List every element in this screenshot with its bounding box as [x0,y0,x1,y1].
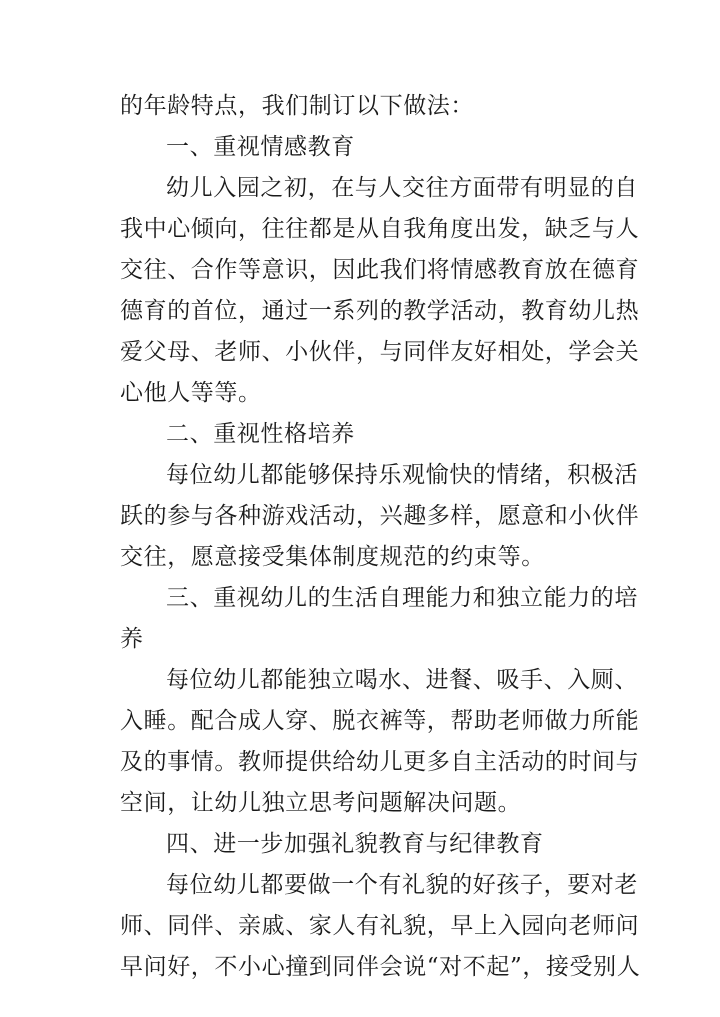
text-line: 幼儿入园之初，在与人交往方面带有明显的自 [166,175,638,201]
text-line: 早问好，不小心撞到同伴会说“对不起”，接受别人 [120,954,641,980]
text-line: 养 [120,626,144,652]
text-line: 入睡。配合成人穿、脱衣裤等，帮助老师做力所能 [120,708,640,734]
section-heading-2: 二、重视性格培养 [166,421,355,447]
text-line: 每位幼儿都能够保持乐观愉快的情绪，积极活 [166,462,638,488]
text-line: 交往，愿意接受集体制度规范的约束等。 [120,544,545,570]
text-line: 师、同伴、亲戚、家人有礼貌，早上入园向老师问 [120,913,640,939]
section-heading-1: 一、重视情感教育 [166,134,355,160]
text-line: 的年龄特点，我们制订以下做法： [120,93,474,119]
text-line: 每位幼儿都要做一个有礼貌的好孩子，要对老 [166,872,638,898]
section-heading-4: 四、进一步加强礼貌教育与纪律教育 [166,831,544,857]
text-line: 我中心倾向，往往都是从自我角度出发，缺乏与人 [120,216,640,242]
text-line: 交往、合作等意识，因此我们将情感教育放在德育 [120,257,640,283]
text-line: 心他人等等。 [120,380,262,406]
document-body [120,86,641,988]
text-line: 每位幼儿都能独立喝水、进餐、吸手、入厕、 [166,667,638,693]
text-line: 空间，让幼儿独立思考问题解决问题。 [120,790,522,816]
text-line: 爱父母、老师、小伙伴，与同伴友好相处，学会关 [120,339,640,365]
text-line: 德育的首位，通过一系列的教学活动，教育幼儿热 [120,298,640,324]
text-line: 跃的参与各种游戏活动，兴趣多样，愿意和小伙伴 [120,503,640,529]
section-heading-3: 三、重视幼儿的生活自理能力和独立能力的培 [166,585,638,611]
text-line: 及的事情。教师提供给幼儿更多自主活动的时间与 [120,749,640,775]
